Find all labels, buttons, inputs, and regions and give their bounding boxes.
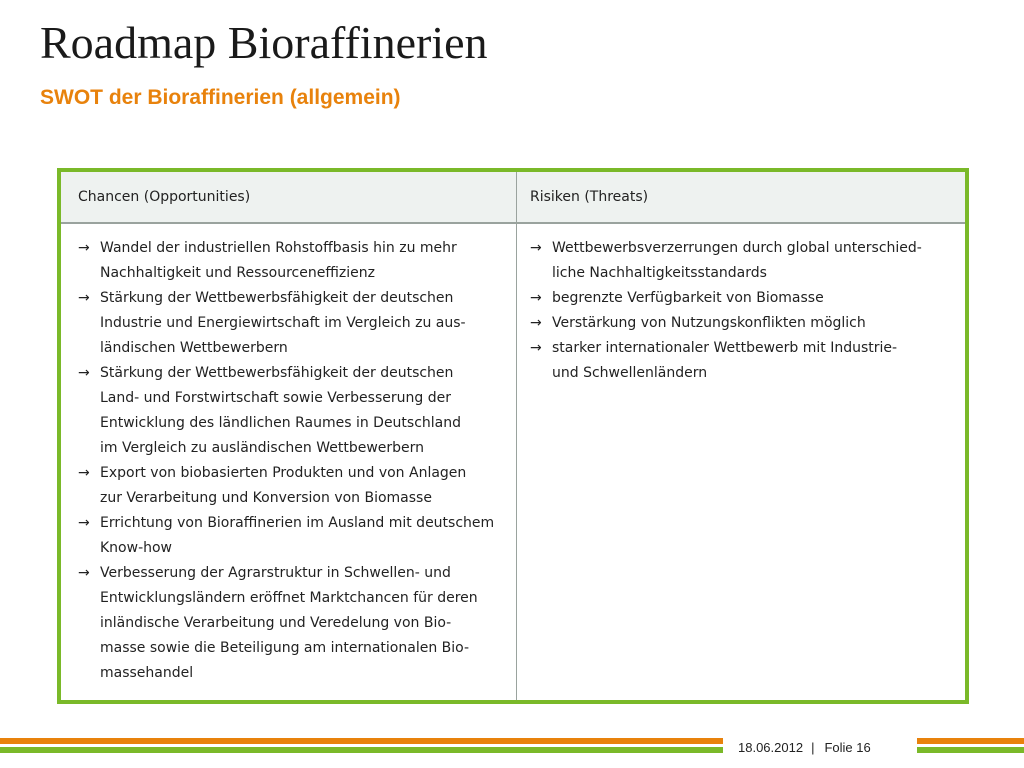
opportunity-item	[78, 286, 503, 361]
opportunity-item-text: Verbesserung der Agrarstruktur in Schwellen- und	[100, 565, 451, 581]
footer-stripes-right	[917, 738, 1024, 753]
opportunity-item	[78, 511, 503, 561]
column-divider	[516, 172, 517, 700]
slide-number: Folie 16	[824, 740, 871, 755]
arrow-icon: →	[78, 565, 90, 581]
arrow-icon: →	[530, 315, 542, 331]
opportunity-item-text: Know-how	[100, 540, 173, 556]
opportunity-item-text: Industrie und Energiewirtschaft im Vergleich zu aus-	[100, 315, 466, 331]
footer-date: 18.06.2012	[738, 740, 804, 755]
arrow-icon: →	[530, 290, 542, 306]
threat-item-text: Verstärkung von Nutzungskonflikten möglich	[552, 315, 866, 331]
opportunity-item-text: Errichtung von Bioraffinerien im Ausland mit deutschem	[100, 515, 495, 531]
opportunity-item-text: Land- und Forstwirtschaft sowie Verbesserung der	[100, 390, 451, 406]
threat-item-text: und Schwellenländern	[552, 365, 708, 381]
threat-item	[530, 286, 955, 311]
threats-header: Risiken (Threats)	[530, 189, 649, 205]
footer-stripe-green	[0, 747, 723, 753]
swot-header-row	[61, 172, 965, 224]
footer-separator: |	[811, 740, 815, 755]
opportunity-item	[78, 236, 503, 286]
arrow-icon: →	[78, 515, 90, 531]
opportunity-item-text: Wandel der industriellen Rohstoffbasis hin zu mehr	[100, 240, 457, 256]
threat-item-text: begrenzte Verfügbarkeit von Biomasse	[552, 290, 824, 306]
opportunity-item-text: masse sowie die Beteiligung am internationalen Bio-	[100, 640, 470, 656]
opportunity-item-text: Stärkung der Wettbewerbsfähigkeit der deutschen	[100, 365, 454, 381]
threat-item-text: liche Nachhaltigkeitsstandards	[552, 265, 767, 281]
opportunities-list	[78, 236, 503, 686]
arrow-icon: →	[78, 240, 90, 256]
opportunity-item-text: im Vergleich zu ausländischen Wettbewerbern	[100, 440, 425, 456]
opportunity-item-text: Entwicklungsländern eröffnet Marktchancen für deren	[100, 590, 478, 606]
arrow-icon: →	[530, 340, 542, 356]
footer	[738, 740, 871, 755]
threat-item	[530, 236, 955, 286]
arrow-icon: →	[530, 240, 542, 256]
threats-list	[530, 236, 955, 386]
opportunity-item-text: Stärkung der Wettbewerbsfähigkeit der deutschen	[100, 290, 454, 306]
opportunity-item-text: massehandel	[100, 665, 194, 681]
opportunities-header: Chancen (Opportunities)	[78, 189, 251, 205]
threat-item	[530, 336, 955, 386]
opportunity-item-text: Entwicklung des ländlichen Raumes in Deutschland	[100, 415, 462, 431]
footer-stripes-left	[0, 738, 723, 753]
opportunity-item	[78, 361, 503, 461]
threat-item-text: Wettbewerbsverzerrungen durch global unterschied-	[552, 240, 922, 256]
footer-stripe-green	[917, 747, 1024, 753]
opportunity-item-text: inländische Verarbeitung und Veredelung von Bio-	[100, 615, 452, 631]
slide-subtitle: SWOT der Bioraffinerien (allgemein)	[40, 86, 401, 109]
threat-item-text: starker internationaler Wettbewerb mit Industrie-	[552, 340, 898, 356]
swot-table	[57, 168, 969, 704]
opportunity-item	[78, 461, 503, 511]
arrow-icon: →	[78, 465, 90, 481]
arrow-icon: →	[78, 365, 90, 381]
opportunity-item-text: Export von biobasierten Produkten und von Anlagen	[100, 465, 467, 481]
opportunity-item	[78, 561, 503, 686]
threat-item	[530, 311, 955, 336]
opportunity-item-text: ländischen Wettbewerbern	[100, 340, 288, 356]
slide-title: Roadmap Bioraffinerien	[40, 17, 488, 68]
arrow-icon: →	[78, 290, 90, 306]
opportunity-item-text: Nachhaltigkeit und Ressourceneffizienz	[100, 265, 375, 281]
opportunity-item-text: zur Verarbeitung und Konversion von Biomasse	[100, 490, 432, 506]
